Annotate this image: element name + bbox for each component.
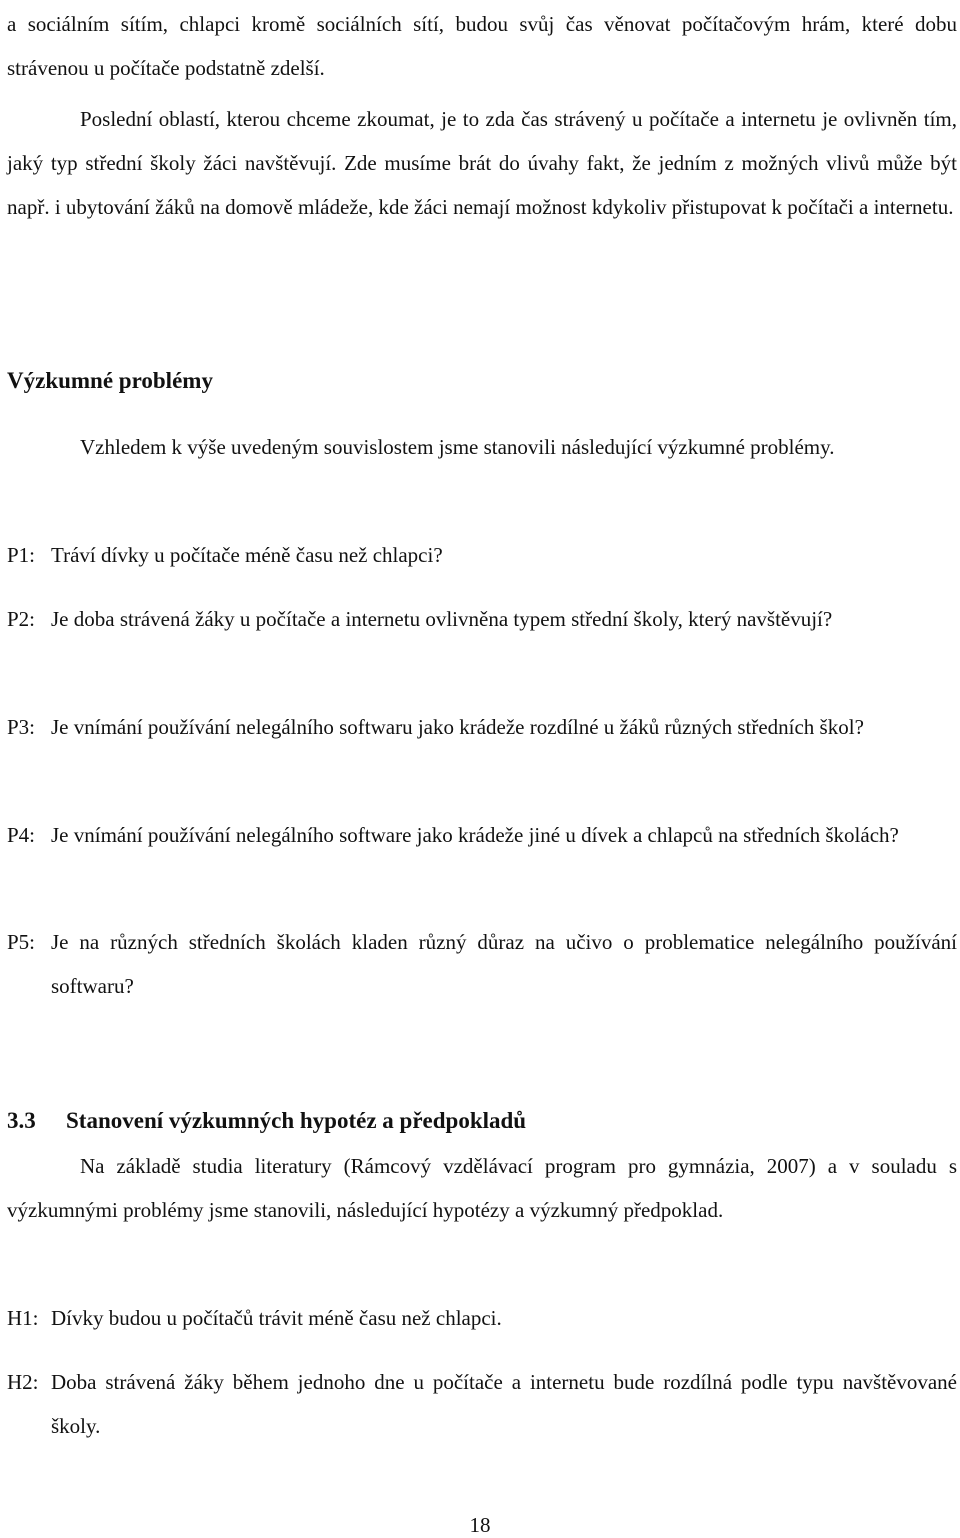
research-problem-label: P3: — [7, 715, 36, 739]
hypothesis-label: H2: — [7, 1370, 39, 1394]
research-problem-label: P2: — [7, 607, 36, 631]
paragraph-research-area: Poslední oblastí, kterou chceme zkoumat, je to zda čas strávený u počítače a internetu je ovlivněn tím, jaký typ střední školy žáci navštěvují. Zde musíme brát do úvahy fakt, že jedním z možných vlivů může být např. i ubytování žáků na domově mládeže, kde žáci nemají možnost kdykoliv přistupovat k počítači a internetu. — [7, 107, 957, 219]
research-problem-label: P5: — [7, 930, 36, 954]
research-problem-text: Je vnímání používání nelegálního software jako krádeže jiné u dívek a chlapců na středních školách? — [51, 823, 899, 847]
research-problem-p4 — [7, 813, 957, 857]
research-problem-text: Je vnímání používání nelegálního softwaru jako krádeže rozdílné u žáků různých středních škol? — [51, 715, 864, 739]
paragraph-research-problems-intro: Vzhledem k výše uvedeným souvislostem jsme stanovili následující výzkumné problémy. — [80, 435, 835, 459]
section-title: Stanovení výzkumných hypotéz a předpokladů — [66, 1108, 527, 1133]
paragraph-continuation: a sociálním sítím, chlapci kromě sociálních sítí, budou svůj čas věnovat počítačovým hrám, které dobu strávenou u počítače podstatně zdelší. — [7, 12, 957, 80]
hypothesis-text: Dívky budou u počítačů trávit méně času než chlapci. — [51, 1306, 502, 1330]
research-problem-text: Je na různých středních školách kladen různý důraz na učivo o problematice nelegálního používání softwaru? — [51, 930, 957, 998]
research-problem-p5 — [7, 920, 957, 1008]
research-problem-p1 — [7, 533, 957, 577]
research-problem-p2 — [7, 597, 957, 641]
hypothesis-h2 — [7, 1360, 957, 1448]
research-problem-label: P1: — [7, 543, 36, 567]
heading-research-problems: Výzkumné problémy — [7, 368, 213, 393]
section-number: 3.3 — [7, 1108, 36, 1133]
research-problem-p3 — [7, 705, 957, 749]
hypothesis-label: H1: — [7, 1306, 39, 1330]
research-problem-text: Tráví dívky u počítače méně času než chlapci? — [51, 543, 443, 567]
section-heading — [7, 1106, 526, 1136]
paragraph-section-intro: Na základě studia literatury (Rámcový vzdělávací program pro gymnázia, 2007) a v souladu s výzkumnými problémy jsme stanovili, následující hypotézy a výzkumný předpoklad. — [7, 1154, 957, 1222]
hypothesis-h1 — [7, 1296, 957, 1340]
hypothesis-text: Doba strávená žáky během jednoho dne u počítače a internetu bude rozdílná podle typu navštěvované školy. — [51, 1370, 957, 1438]
page-number: 18 — [469, 1513, 491, 1537]
research-problem-text: Je doba strávená žáky u počítače a internetu ovlivněna typem střední školy, který navštěvují? — [51, 607, 833, 631]
research-problem-label: P4: — [7, 823, 36, 847]
